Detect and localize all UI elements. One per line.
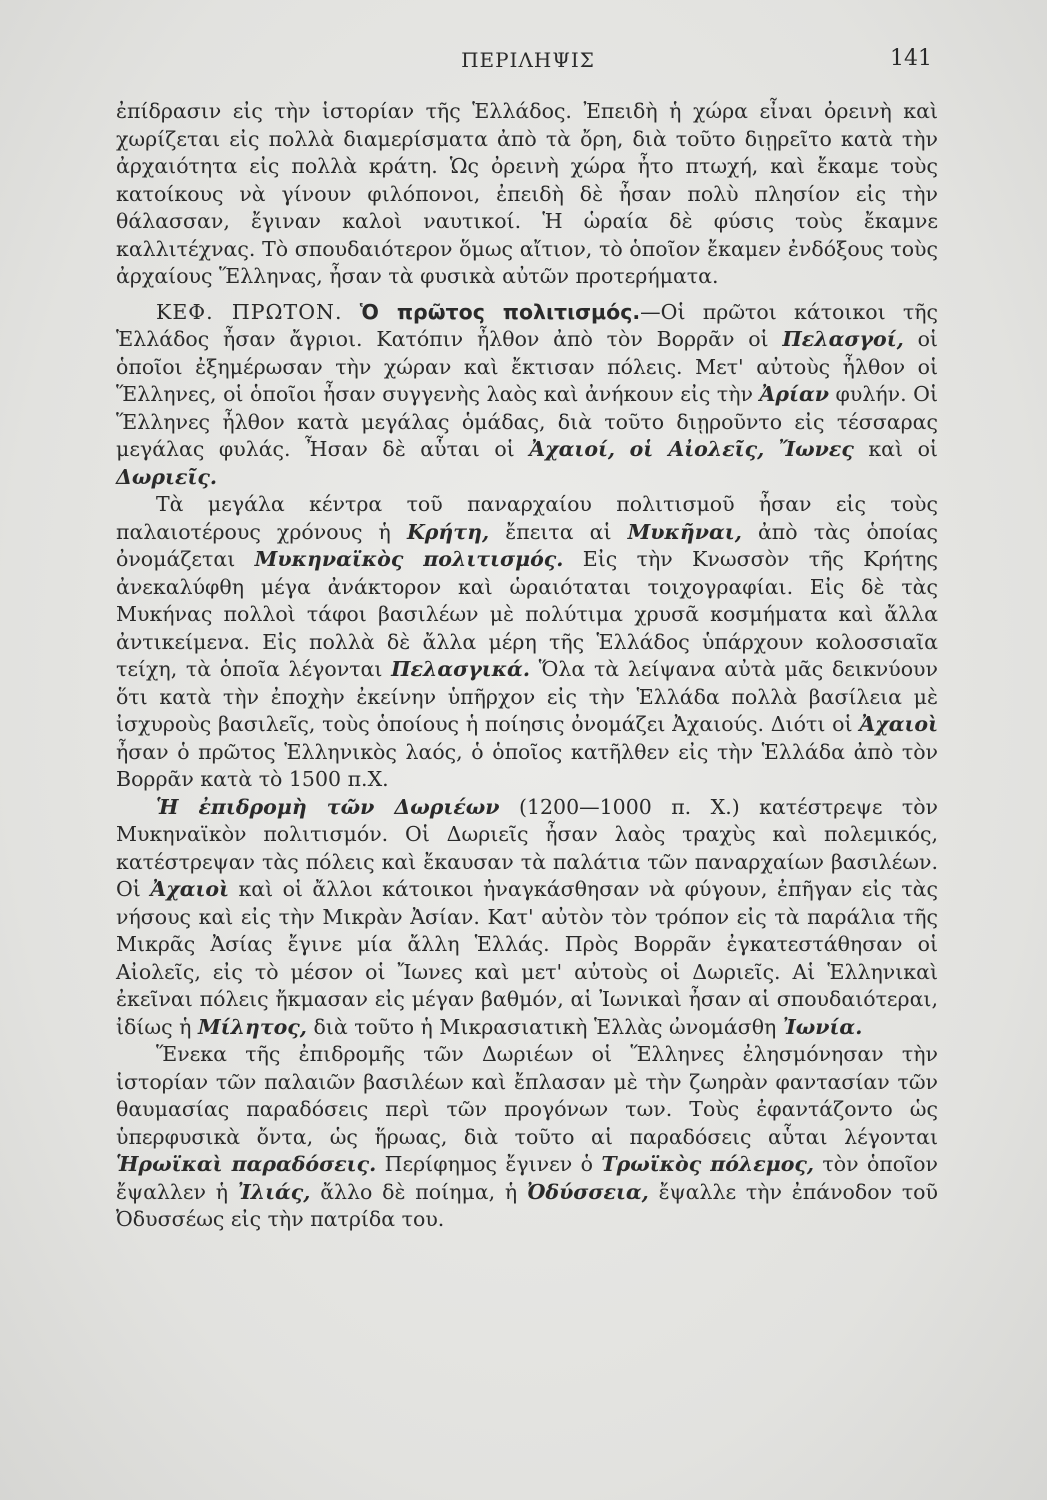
term-pelasgians: Πελασγοί, [782, 327, 904, 351]
paragraph-dorian-invasion [116, 794, 938, 1042]
term-ionia: Ἰωνία. [782, 1014, 863, 1039]
term-pelasgic: Πελασγικά. [391, 657, 530, 681]
text-run: οἱ ὁποῖοι ἐξημέρωσαν τὴν χώραν καὶ ἔκτισαν πόλεις. Μετ' αὐτοὺς ἦλθον οἱ Ἕλληνες, οἱ ὁποῖοι ἦσαν συγγενὴς λαὸς καὶ ἀνήκουν εἰς τὴν [116, 327, 938, 406]
term-mycenae: Μυκῆναι, [627, 519, 742, 544]
text-run: Περίφημος ἔγινεν ὁ [384, 1152, 593, 1176]
text-run: ἄλλο δὲ ποίημα, ἡ [320, 1179, 518, 1204]
text-run: τὸν ὁποῖον ἔψαλλεν ἡ [116, 1152, 938, 1204]
chapter-label: ΚΕΦ. ΠΡΩΤΟΝ. [156, 299, 343, 324]
term-ionians: Ἴωνες [778, 437, 854, 461]
term-odyssey: Ὀδύσσεια, [526, 1179, 649, 1204]
text-run: —Οἱ πρῶτοι κάτοικοι τῆς Ἑλλάδος ἦσαν ἄγριοι. Κατόπιν ἦλθον ἀπὸ τὸν Βορρᾶν οἱ [116, 299, 938, 351]
page-number: 141 [890, 46, 932, 71]
term-miletus: Μίλητος, [197, 1014, 307, 1039]
term-heroic-traditions: Ἡρωϊκαὶ παραδόσεις. [116, 1152, 377, 1176]
term-dorian-invasion: Ἡ ἐπιδρομὴ τῶν Δωριέων [156, 794, 500, 819]
text-run: Ἕνεκα τῆς ἐπιδρομῆς τῶν Δωριέων οἱ Ἕλληνες ἐλησμόνησαν τὴν ἱστορίαν τῶν παλαιῶν βασιλέων καὶ ἔπλασαν μὲ τὴν ζωηρὰν φαντασίαν τῶν θαυμασίας παραδόσεις περὶ τῶν προγόνων των. Τοὺς ἐφαντάζοντο ὡς ὑπερφυσικὰ ὄντα, ὡς ἥρωας, διὰ τοῦτο αἱ παραδόσεις αὗται λέγονται [116, 1042, 938, 1149]
body-text [116, 98, 938, 1234]
term-achaeans: Ἀχαιοί, [529, 437, 616, 461]
term-aryan: Ἀρίαν [759, 382, 829, 406]
running-title: ΠΕΡΙΛΗΨΙΣ [461, 48, 595, 72]
text-run: ἦσαν ὁ πρῶτος Ἑλληνικὸς λαός, ὁ ὁποῖος κατῆλθεν εἰς τὴν Ἑλλάδα ἀπὸ τὸν Βορρᾶν κατὰ τὸ 1500 π.Χ. [116, 739, 938, 791]
text-run: Ὅλα τὰ λείψανα αὐτὰ μᾶς δεικνύουν ὅτι κατὰ τὴν ἐποχὴν ἐκείνην ὑπῆρχον εἰς τὴν Ἑλλάδα πολλὰ βασίλεια μὲ ἰσχυροὺς βασιλεῖς, τοὺς ὁποίους ἡ ποίησις ὀνομάζει Ἀχαιούς. Διότι οἱ [116, 657, 938, 736]
text-run: Τὰ μεγάλα κέντρα τοῦ παναρχαίου πολιτισμοῦ ἦσαν εἰς τοὺς παλαιοτέρους χρόνους ἡ [116, 492, 938, 544]
text-run: ἔψαλλε τὴν ἐπάνοδον τοῦ Ὀδυσσέως εἰς τὴν πατρίδα του. [116, 1179, 938, 1231]
term-aeolians: οἱ Αἰολεῖς, [629, 437, 765, 461]
paragraph-intro-continued [116, 98, 938, 291]
running-head [118, 44, 938, 78]
term-trojan-war: Τρωϊκὸς πόλεμος, [601, 1152, 815, 1176]
paragraph-mycenaean-centers [116, 491, 938, 794]
text-run: ἔπειτα αἱ [505, 519, 612, 544]
text-run: (1200—1000 π. Χ.) κατέστρεψε τὸν Μυκηναϊκὸν πολιτισμόν. Οἱ Δωριεῖς ἦσαν λαὸς τραχὺς καὶ πολεμικός, κατέστρεψαν τὰς πόλεις καὶ ἔκαυσαν τὰ παλάτια τῶν παναρχαίων βασιλέων. Οἱ [116, 794, 938, 901]
paragraph-heroic-traditions [116, 1041, 938, 1234]
text-run: διὰ τοῦτο ἡ Μικρασιατικὴ Ἑλλὰς ὠνομάσθη [313, 1014, 777, 1039]
term-crete: Κρήτη, [406, 519, 490, 544]
term-mycenaean-civilization: Μυκηναϊκὸς πολιτισμός. [254, 547, 564, 571]
paragraph-first-civilization [116, 299, 938, 492]
text-run: καὶ οἱ ἄλλοι κάτοικοι ἠναγκάσθησαν νὰ φύγουν, ἐπῆγαν εἰς τὰς νήσους καὶ εἰς τὴν Μικρὰν Ἀσίαν. Κατ' αὐτὸν τὸν τρόπον εἰς τὰ παράλια τῆς Μικρᾶς Ἀσίας ἔγινε μία ἄλλη Ἑλλάς. Πρὸς Βορρᾶν ἐγκατεστάθησαν οἱ Αἰολεῖς, εἰς τὸ μέσον οἱ Ἴωνες καὶ μετ' αὐτοὺς οἱ Δωριεῖς. Αἱ Ἑλληνικαὶ ἐκεῖναι πόλεις ἤκμασαν εἰς μέγαν βαθμόν, αἱ Ἰωνικαὶ ἦσαν αἱ σπουδαιότεραι, ἰδίως ἡ [116, 877, 938, 1039]
term-achaeans-2: Ἀχαιοὶ [859, 712, 938, 736]
term-iliad: Ἰλιάς, [237, 1179, 311, 1204]
text-run: ἀπὸ τὰς ὁποίας ὀνομάζεται [116, 519, 938, 571]
text-run: Εἰς τὴν Κνωσσὸν τῆς Κρήτης ἀνεκαλύφθη μέγα ἀνάκτορον καὶ ὡραιόταται τοιχογραφίαι. Εἰς δὲ τὰς Μυκήνας πολλοὶ τάφοι βασιλέων μὲ πολύτιμα χρυσᾶ κοσμήματα καὶ ἄλλα ἀντικείμενα. Εἰς πολλὰ δὲ ἄλλα μέρη τῆς Ἑλλάδος ὑπάρχουν κολοσσιαῖα τείχη, τὰ ὁποῖα λέγονται [116, 547, 938, 681]
section-heading: Ὁ πρῶτος πολιτισμός. [359, 299, 641, 324]
text-run: φυλήν. Οἱ Ἕλληνες ἦλθον κατὰ μεγάλας ὁμάδας, διὰ τοῦτο διῃροῦντο εἰς τέσσαρας μεγάλας φυλάς. Ἦσαν δὲ αὗται οἱ [116, 382, 938, 461]
term-achaeans-3: Ἀχαιοὶ [150, 877, 229, 901]
term-dorians: Δωριεῖς. [116, 464, 217, 489]
text-run: καὶ οἱ [868, 437, 938, 461]
text-run: ἐπίδρασιν εἰς τὴν ἱστορίαν τῆς Ἑλλάδος. Ἐπειδὴ ἡ χώρα εἶναι ὀρεινὴ καὶ χωρίζεται εἰς πολλὰ διαμερίσματα ἀπὸ τὰ ὄρη, διὰ τοῦτο διῃρεῖτο κατὰ τὴν ἀρχαιότητα εἰς πολλὰ κράτη. Ὡς ὀρεινὴ χώρα ἦτο πτωχή, καὶ ἔκαμε τοὺς κατοίκους νὰ γίνουν φιλόπονοι, ἐπειδὴ δὲ ἦσαν πολὺ πλησίον εἰς τὴν θάλασσαν, ἔγιναν καλοὶ ναυτικοί. Ἡ ὡραία δὲ φύσις τοὺς ἔκαμνε καλλιτέχνας. Τὸ σπουδαιότερον ὅμως αἴτιον, τὸ ὁποῖον ἔκαμεν ἐνδόξους τοὺς ἀρχαίους Ἕλληνας, ἦσαν τὰ φυσικὰ αὐτῶν προτερήματα. [116, 99, 938, 288]
